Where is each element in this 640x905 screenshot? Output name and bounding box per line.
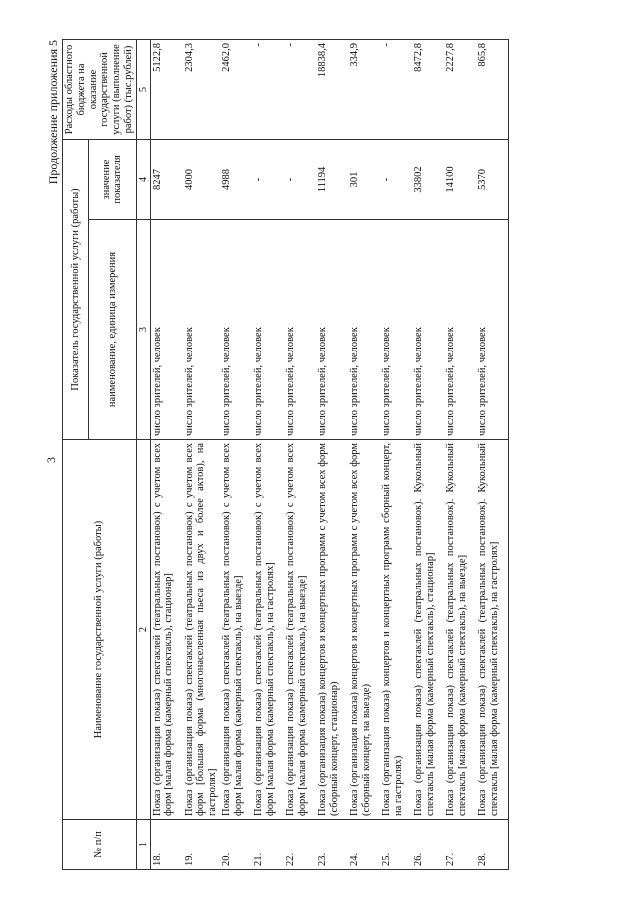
indicator-unit: число зрителей, человек	[316, 220, 348, 440]
indicator-unit: число зрителей, человек	[284, 220, 316, 440]
expenses-value: -	[284, 39, 316, 139]
indicator-unit: число зрителей, человек	[476, 220, 509, 440]
header-row	[63, 39, 89, 869]
table-row	[412, 39, 444, 869]
table-row	[380, 39, 412, 869]
header-num: № п/п	[63, 820, 137, 870]
service-name: Показ (организация показа) концертов и концертных программ с учетом всех форм (сборный концерт, на выезде)	[348, 440, 380, 820]
indicator-unit: число зрителей, человек	[380, 220, 412, 440]
row-number: 23.	[316, 820, 348, 870]
indicator-value: 301	[348, 139, 380, 219]
indicator-unit: число зрителей, человек	[150, 220, 183, 440]
expenses-value: 8472,8	[412, 39, 444, 139]
indicator-unit: число зрителей, человек	[412, 220, 444, 440]
indicator-unit: число зрителей, человек	[220, 220, 252, 440]
indicator-value: 14100	[444, 139, 476, 219]
expenses-value: 5122,8	[150, 39, 183, 139]
service-name: Показ (организация показа) спектаклей (театральных постановок) с учетом всех форм [малая форма (камерный спектакль), на выезде]	[284, 440, 316, 820]
indicator-unit: число зрителей, человек	[183, 220, 220, 440]
col-number: 4	[136, 139, 150, 219]
service-name: Показ (организация показа) спектаклей (театральных постановок) с учетом всех форм [малая форма (камерный спектакль), на выезде]	[220, 440, 252, 820]
table-row	[252, 39, 284, 869]
expenses-value: -	[380, 39, 412, 139]
row-number: 21.	[252, 820, 284, 870]
row-number: 27.	[444, 820, 476, 870]
table-row	[183, 39, 220, 869]
continuation-label: Продолжение приложения 5	[46, 40, 60, 185]
table-row	[150, 39, 183, 869]
service-name: Показ (организация показа) спектаклей (театральных постановок). Кукольный спектакль [малая форма (камерный спектакль), на гастролях]	[476, 440, 509, 820]
service-name: Показ (организация показа) спектаклей (театральных постановок) с учетом всех форм [большая форма (многонаселенная пьеса из двух и более актов), на гастролях]	[183, 440, 220, 820]
expenses-value: 2304,3	[183, 39, 220, 139]
indicator-value: -	[380, 139, 412, 219]
col-number: 3	[136, 220, 150, 440]
row-number: 18.	[150, 820, 183, 870]
page-number: 3	[44, 457, 58, 463]
row-number: 26.	[412, 820, 444, 870]
indicator-unit: число зрителей, человек	[252, 220, 284, 440]
row-number: 28.	[476, 820, 509, 870]
header-indicator-name: наименование, единица измерения	[89, 220, 136, 440]
row-number: 24.	[348, 820, 380, 870]
row-number: 19.	[183, 820, 220, 870]
service-name: Показ (организация показа) концертов и концертных программ с учетом всех форм (сборный концерт, стационар)	[316, 440, 348, 820]
table-row	[476, 39, 509, 869]
indicator-value: 5370	[476, 139, 509, 219]
table-row	[284, 39, 316, 869]
expenses-value: 18838,4	[316, 39, 348, 139]
indicator-value: -	[252, 139, 284, 219]
indicator-value: 4988	[220, 139, 252, 219]
service-name: Показ (организация показа) спектаклей (театральных постановок) с учетом всех форм [малая форма (камерный спектакль), на гастролях]	[252, 440, 284, 820]
expenses-value: 2227,8	[444, 39, 476, 139]
header-expenses: Расходы областного бюджета на оказание государственной услуги (выполнение работ) (тыс.рублей)	[63, 39, 137, 139]
service-name: Показ (организация показа) спектаклей (театральных постановок). Кукольный спектакль [малая форма (камерный спектакль), на выезде]	[444, 440, 476, 820]
expenses-value: 2462,0	[220, 39, 252, 139]
service-name: Показ (организация показа) спектаклей (театральных постановок). Кукольный спектакль [малая форма (камерный спектакль), стационар]	[412, 440, 444, 820]
indicator-value: 4000	[183, 139, 220, 219]
indicator-value: -	[284, 139, 316, 219]
service-name: Показ (организация показа) спектаклей (театральных постановок) с учетом всех форм [малая форма (камерный спектакль), стационар]	[150, 440, 183, 820]
table-row	[316, 39, 348, 869]
row-number: 22.	[284, 820, 316, 870]
col-number: 2	[136, 440, 150, 820]
column-numbers-row	[136, 39, 150, 869]
indicator-unit: число зрителей, человек	[348, 220, 380, 440]
header-indicator-group: Показатель государственной услуги (работы)	[63, 139, 89, 439]
expenses-value: 865,8	[476, 39, 509, 139]
table-row	[444, 39, 476, 869]
indicator-value: 11194	[316, 139, 348, 219]
indicator-unit: число зрителей, человек	[444, 220, 476, 440]
table-row	[348, 39, 380, 869]
header-name: Наименование государственной услуги (работы)	[63, 440, 137, 820]
indicator-value: 8247	[150, 139, 183, 219]
row-number: 25.	[380, 820, 412, 870]
row-number: 20.	[220, 820, 252, 870]
expenses-value: 334,9	[348, 39, 380, 139]
col-number: 1	[136, 820, 150, 870]
col-number: 5	[136, 39, 150, 139]
expenses-value: -	[252, 39, 284, 139]
indicator-value: 33802	[412, 139, 444, 219]
table-row	[220, 39, 252, 869]
service-name: Показ (организация показа) концертов и концертных программ сборный концерт, на гастролях)	[380, 440, 412, 820]
services-table	[62, 39, 509, 870]
header-indicator-value: значение показателя	[89, 139, 136, 219]
table-body	[150, 39, 508, 869]
